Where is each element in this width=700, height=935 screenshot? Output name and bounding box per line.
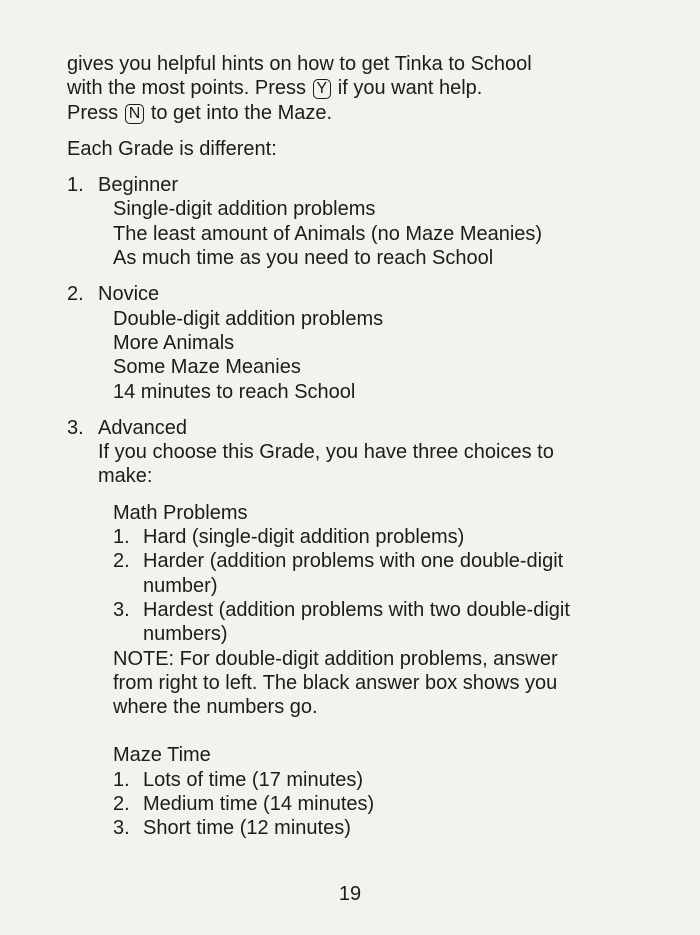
grade-detail: The least amount of Animals (no Maze Meanies) <box>113 222 543 245</box>
list-item <box>113 525 667 549</box>
list-item <box>113 598 667 647</box>
intro-paragraph <box>67 52 667 125</box>
note-text: where the numbers go. <box>113 696 318 719</box>
list-number: 1. <box>113 768 130 791</box>
grade-detail: Some Maze Meanies <box>113 356 301 379</box>
list-item <box>113 816 667 840</box>
note-text: NOTE: For double-digit addition problems, answer <box>113 647 558 670</box>
intro-line: gives you helpful hints on how to get Tinka to School <box>67 53 532 75</box>
grade-title: Novice <box>98 283 160 306</box>
n-key-icon: N <box>125 104 145 124</box>
intro-text: if you want help. <box>337 77 483 100</box>
grade-detail: More Animals <box>113 331 235 354</box>
maze-time-section <box>98 743 667 840</box>
grade-description: If you choose this Grade, you have three choices to <box>98 441 554 464</box>
intro-text: to get into the Maze. <box>150 101 333 124</box>
note-text: from right to left. The black answer box shows you <box>113 671 558 694</box>
grade-title: Beginner <box>98 174 179 197</box>
y-key-icon: Y <box>313 79 332 99</box>
list-item-text: Hardest (addition problems with two double-digit <box>143 598 570 621</box>
list-item-text: Medium time (14 minutes) <box>143 793 375 816</box>
list-number: 2. <box>113 793 130 816</box>
list-number: 1. <box>113 526 130 549</box>
grade-detail: 14 minutes to reach School <box>113 380 356 403</box>
list-number: 3. <box>67 416 84 439</box>
list-item-text: Harder (addition problems with one double-digit <box>143 550 564 573</box>
grades-heading: Each Grade is different: <box>67 137 277 160</box>
list-item <box>113 549 667 598</box>
grade-detail: Double-digit addition problems <box>113 307 384 330</box>
manual-page <box>67 52 667 841</box>
grade-detail: Single-digit addition problems <box>113 198 376 221</box>
list-number: 3. <box>113 817 130 840</box>
grade-description: make: <box>98 465 153 488</box>
list-number: 2. <box>113 550 130 573</box>
list-item-text: Lots of time (17 minutes) <box>143 768 364 791</box>
list-item-text: number) <box>143 574 218 597</box>
intro-text: with the most points. Press <box>67 77 306 100</box>
grade-item-novice <box>67 282 667 403</box>
intro-line <box>67 76 667 100</box>
math-problems-section <box>98 501 667 720</box>
grade-title: Advanced <box>98 416 187 439</box>
section-heading: Math Problems <box>113 501 248 524</box>
grade-item-advanced <box>67 416 667 841</box>
list-item-text: Hard (single-digit addition problems) <box>143 526 465 549</box>
intro-text: Press <box>67 101 119 124</box>
list-item-text: Short time (12 minutes) <box>143 817 351 840</box>
grade-item-beginner <box>67 173 667 270</box>
list-item <box>113 768 667 792</box>
intro-line <box>67 101 667 125</box>
section-heading: Maze Time <box>113 744 211 767</box>
grade-detail: As much time as you need to reach School <box>113 247 494 270</box>
list-number: 2. <box>67 283 84 306</box>
list-item <box>113 792 667 816</box>
list-number: 1. <box>67 174 84 197</box>
list-number: 3. <box>113 598 130 621</box>
page-number: 19 <box>338 883 362 905</box>
list-item-text: numbers) <box>143 623 228 646</box>
